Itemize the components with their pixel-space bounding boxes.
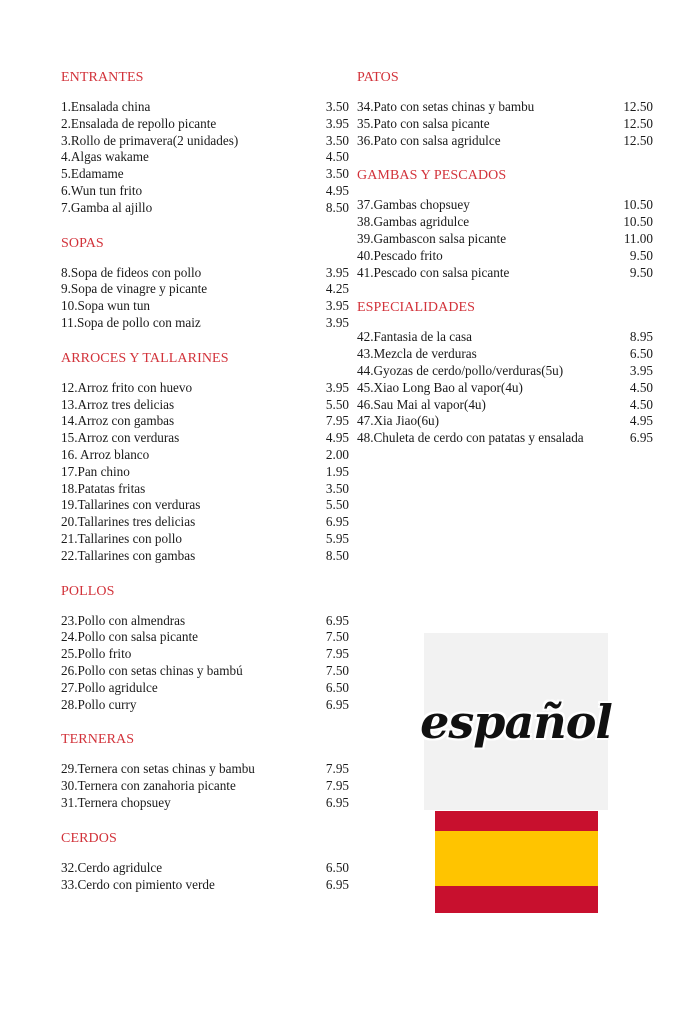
menu-item <box>357 430 653 447</box>
menu-item-list <box>61 99 349 217</box>
menu-item <box>61 877 349 894</box>
menu-item <box>61 265 349 282</box>
menu-item-price: 4.50 <box>629 396 653 412</box>
menu-item-price: 7.95 <box>325 761 349 777</box>
menu-item <box>357 197 653 214</box>
menu-item <box>61 680 349 697</box>
menu-item-price: 3.95 <box>325 314 349 330</box>
section-title: TERNERAS <box>61 732 135 748</box>
section-title: SOPAS <box>61 235 104 251</box>
menu-item-name: 21.Tallarines con pollo <box>61 530 183 546</box>
section-title: ESPECIALIDADES <box>357 300 476 316</box>
menu-item-name: 12.Arroz frito con huevo <box>61 379 193 395</box>
menu-item <box>357 397 653 414</box>
menu-item <box>357 363 653 380</box>
menu-item-list <box>61 265 349 332</box>
flag-stripe-middle <box>435 831 598 886</box>
menu-item-price: 7.95 <box>325 646 349 662</box>
menu-section <box>61 728 349 811</box>
menu-item <box>61 166 349 183</box>
menu-item <box>357 248 653 265</box>
menu-item <box>357 214 653 231</box>
menu-item <box>357 133 653 150</box>
menu-item-price: 4.95 <box>629 413 653 429</box>
menu-item-price: 7.95 <box>325 778 349 794</box>
menu-item <box>357 346 653 363</box>
menu-item <box>61 200 349 217</box>
menu-item-list <box>61 613 349 714</box>
menu-item-price: 4.95 <box>325 182 349 198</box>
menu-item-name: 44.Gyozas de cerdo/pollo/verduras(5u) <box>357 362 564 378</box>
menu-item-name: 6.Wun tun frito <box>61 182 143 198</box>
menu-item-price: 7.50 <box>325 662 349 678</box>
section-title: POLLOS <box>61 583 115 599</box>
flag-stripe-top <box>435 811 598 831</box>
menu-item <box>61 397 349 414</box>
menu-item-price: 10.50 <box>623 214 653 230</box>
menu-item-name: 39.Gambascon salsa picante <box>357 230 507 246</box>
menu-column-left <box>61 66 349 908</box>
menu-item-name: 46.Sau Mai al vapor(4u) <box>357 396 486 412</box>
menu-item-name: 23.Pollo con almendras <box>61 612 186 628</box>
menu-item-name: 5.Edamame <box>61 166 124 182</box>
menu-item-price: 6.95 <box>325 876 349 892</box>
section-title: ENTRANTES <box>61 70 144 85</box>
menu-item-price: 3.95 <box>325 115 349 131</box>
menu-item-name: 29.Ternera con setas chinas y bambu <box>61 761 255 777</box>
menu-item-price: 12.50 <box>623 115 653 131</box>
menu-item-name: 30.Ternera con zanahoria picante <box>61 778 236 794</box>
menu-item-name: 41.Pescado con salsa picante <box>357 264 510 280</box>
menu-item-price: 6.95 <box>325 696 349 712</box>
menu-item <box>61 761 349 778</box>
menu-item-price: 3.50 <box>325 166 349 182</box>
menu-item <box>357 99 653 116</box>
menu-item-name: 36.Pato con salsa agridulce <box>357 132 501 148</box>
menu-item-name: 28.Pollo curry <box>61 696 137 712</box>
menu-item-name: 31.Ternera chopsuey <box>61 794 171 810</box>
menu-item-list <box>61 860 349 894</box>
menu-item-price: 6.50 <box>629 346 653 362</box>
menu-item-price: 11.00 <box>623 230 653 246</box>
menu-section <box>61 827 349 894</box>
menu-item-list <box>357 329 653 447</box>
menu-item-price: 4.50 <box>629 379 653 395</box>
menu-item-price: 5.95 <box>325 530 349 546</box>
menu-item-list <box>357 197 653 281</box>
menu-item-name: 47.Xia Jiao(6u) <box>357 413 440 429</box>
menu-item-price: 1.95 <box>325 463 349 479</box>
menu-item-list <box>61 761 349 811</box>
menu-item-name: 13.Arroz tres delicias <box>61 396 175 412</box>
section-title: PATOS <box>357 70 399 85</box>
menu-item-name: 42.Fantasia de la casa <box>357 329 472 345</box>
menu-item-name: 17.Pan chino <box>61 463 130 479</box>
menu-item-name: 27.Pollo agridulce <box>61 679 158 695</box>
menu-item-name: 4.Algas wakame <box>61 149 149 165</box>
menu-item <box>61 464 349 481</box>
menu-item-price: 8.50 <box>325 199 349 215</box>
menu-item <box>61 697 349 714</box>
menu-item-name: 3.Rollo de primavera(2 unidades) <box>61 132 239 148</box>
menu-item-price: 6.50 <box>325 859 349 875</box>
menu-item <box>61 183 349 200</box>
menu-item <box>61 133 349 150</box>
menu-item-price: 9.50 <box>629 264 653 280</box>
menu-item-name: 32.Cerdo agridulce <box>61 859 163 875</box>
menu-column-right <box>357 66 653 462</box>
menu-item-name: 45.Xiao Long Bao al vapor(4u) <box>357 379 523 395</box>
menu-section <box>61 347 349 565</box>
menu-item-name: 48.Chuleta de cerdo con patatas y ensalada <box>357 430 584 446</box>
menu-item <box>61 548 349 565</box>
menu-item-price: 8.50 <box>325 547 349 563</box>
menu-item-name: 24.Pollo con salsa picante <box>61 629 198 645</box>
menu-item-name: 16. Arroz blanco <box>61 446 150 462</box>
menu-item-price: 5.50 <box>325 497 349 513</box>
menu-item-name: 26.Pollo con setas chinas y bambú <box>61 662 243 678</box>
menu-item-price: 3.95 <box>325 379 349 395</box>
menu-item-price: 6.50 <box>325 679 349 695</box>
language-badge <box>420 633 612 810</box>
menu-item-name: 1.Ensalada china <box>61 99 151 114</box>
menu-item-name: 25.Pollo frito <box>61 646 132 662</box>
menu-item-name: 33.Cerdo con pimiento verde <box>61 876 215 892</box>
menu-item <box>357 231 653 248</box>
menu-section <box>357 66 653 149</box>
menu-item <box>357 116 653 133</box>
menu-item-price: 7.50 <box>325 629 349 645</box>
menu-item-name: 40.Pescado frito <box>357 247 443 263</box>
menu-item-name: 18.Patatas fritas <box>61 480 146 496</box>
menu-item-price: 3.95 <box>325 264 349 280</box>
menu-item <box>61 663 349 680</box>
menu-item <box>61 629 349 646</box>
menu-item <box>61 514 349 531</box>
menu-item-price: 10.50 <box>623 197 653 213</box>
menu-item-price: 12.50 <box>623 132 653 148</box>
menu-item-name: 9.Sopa de vinagre y picante <box>61 281 208 297</box>
menu-item-price: 2.00 <box>325 446 349 462</box>
menu-item <box>61 497 349 514</box>
menu-item-price: 6.95 <box>325 612 349 628</box>
menu-item <box>357 329 653 346</box>
menu-item <box>61 116 349 133</box>
menu-item <box>61 281 349 298</box>
menu-item-price: 9.50 <box>629 247 653 263</box>
menu-item-name: 10.Sopa wun tun <box>61 298 151 314</box>
section-title: GAMBAS Y PESCADOS <box>357 168 507 184</box>
menu-item-price: 3.95 <box>629 362 653 378</box>
menu-item <box>61 315 349 332</box>
spain-flag-icon <box>435 811 598 913</box>
menu-item-name: 8.Sopa de fideos con pollo <box>61 264 202 280</box>
menu-item-price: 12.50 <box>623 99 653 114</box>
menu-item <box>61 413 349 430</box>
menu-item <box>61 778 349 795</box>
menu-item-price: 6.95 <box>325 514 349 530</box>
menu-item <box>61 646 349 663</box>
menu-item <box>61 481 349 498</box>
menu-item-price: 3.50 <box>325 132 349 148</box>
section-title: ARROCES Y TALLARINES <box>61 350 229 366</box>
menu-item-name: 34.Pato con setas chinas y bambu <box>357 99 535 114</box>
menu-item <box>61 380 349 397</box>
menu-item <box>61 99 349 116</box>
menu-item-name: 20.Tallarines tres delicias <box>61 514 196 530</box>
menu-item-name: 19.Tallarines con verduras <box>61 497 201 513</box>
menu-section <box>61 232 349 332</box>
menu-item-list <box>357 99 653 149</box>
menu-item <box>357 265 653 282</box>
menu-item-price: 3.50 <box>325 99 349 114</box>
section-title: CERDOS <box>61 830 117 846</box>
menu-item-price: 3.50 <box>325 480 349 496</box>
menu-item <box>61 430 349 447</box>
menu-item-price: 6.95 <box>629 430 653 446</box>
menu-section <box>357 164 653 281</box>
language-badge-text: español <box>420 694 612 749</box>
menu-item-name: 14.Arroz con gambas <box>61 413 175 429</box>
menu-item-name: 35.Pato con salsa picante <box>357 115 490 131</box>
menu-item <box>357 380 653 397</box>
menu-item-name: 43.Mezcla de verduras <box>357 346 477 362</box>
menu-item-price: 6.95 <box>325 794 349 810</box>
menu-item-price: 3.95 <box>325 298 349 314</box>
menu-item-name: 37.Gambas chopsuey <box>357 197 470 213</box>
menu-section <box>357 296 653 447</box>
flag-stripe-bottom <box>435 886 598 913</box>
menu-item <box>61 860 349 877</box>
menu-item-price: 5.50 <box>325 396 349 412</box>
menu-item <box>61 298 349 315</box>
menu-item-name: 15.Arroz con verduras <box>61 430 180 446</box>
menu-section <box>61 580 349 714</box>
menu-item-price: 4.95 <box>325 430 349 446</box>
menu-item-name: 22.Tallarines con gambas <box>61 547 196 563</box>
menu-item-price: 4.25 <box>325 281 349 297</box>
menu-item-name: 7.Gamba al ajillo <box>61 199 153 215</box>
menu-item <box>61 531 349 548</box>
menu-section <box>61 66 349 217</box>
menu-item-price: 4.50 <box>325 149 349 165</box>
menu-item <box>61 795 349 812</box>
menu-item-name: 38.Gambas agridulce <box>357 214 470 230</box>
menu-item-price: 8.95 <box>629 329 653 345</box>
menu-item-name: 11.Sopa de pollo con maiz <box>61 314 201 330</box>
menu-item-name: 2.Ensalada de repollo picante <box>61 115 217 131</box>
menu-item <box>61 447 349 464</box>
menu-item-price: 7.95 <box>325 413 349 429</box>
menu-item <box>61 149 349 166</box>
menu-item-list <box>61 380 349 565</box>
menu-item <box>357 413 653 430</box>
menu-item <box>61 613 349 630</box>
